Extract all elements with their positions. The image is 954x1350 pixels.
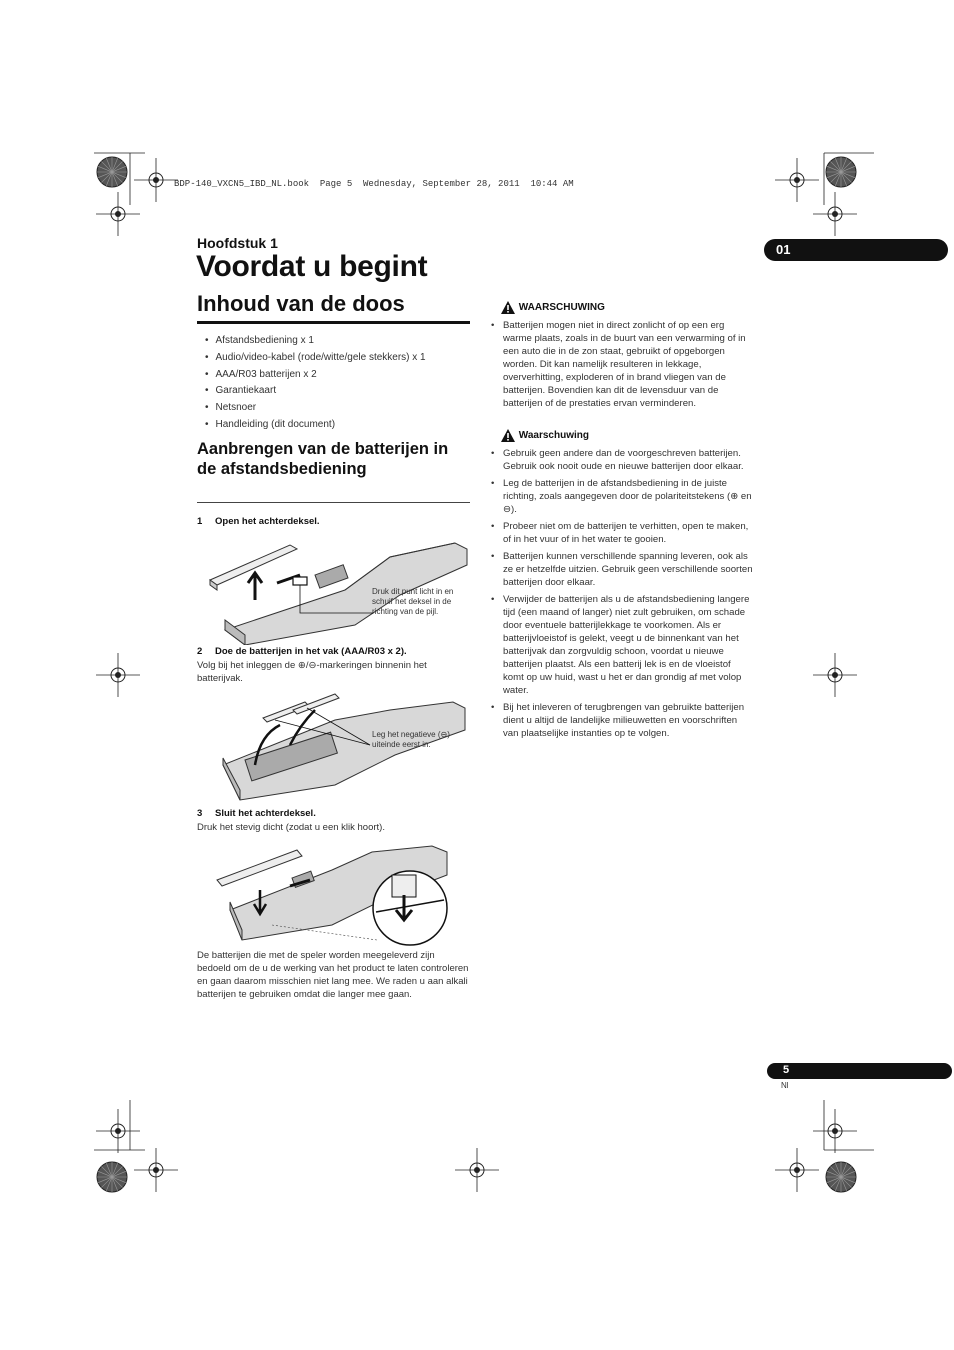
illustration-close-cover (212, 840, 472, 950)
list-item: • Verwijder de batterijen als u de afstandsbediening langere tijd (een maand of langer) niet zult gebruiken, om schade door eventuele batterijlekkage te voorkomen. Als er batterijvloeistof is gelekt, veegt u de binnenkant van het batterijvak dan zorgvuldig schoon, voordat u nieuwe batterijen plaatst. Als een batterij lek is en de vloeistof komt op uw huid, wast u het er dan grondig af met volop water. (491, 593, 753, 697)
list-item: • Afstandsbediening x 1 (205, 333, 426, 350)
list-item: • Netsnoer (205, 400, 426, 417)
step-number: 3 (197, 808, 203, 819)
step-text: Doe de batterijen in het vak (AAA/R03 x 2). (215, 646, 407, 657)
section-title-batteries: Aanbrengen van de batterijen in de afstandsbediening (197, 440, 449, 478)
step-number: 2 (197, 646, 203, 657)
chapter-tab-number: 01 (776, 242, 791, 257)
list-item: • AAA/R03 batterijen x 2 (205, 367, 426, 384)
list-item: • Bij het inleveren of terugbrengen van gebruikte batterijen dient u altijd de landelijke milieuwetten en voorschriften van plaatselijke instanties op te volgen. (491, 701, 753, 740)
warning-list-2 (491, 447, 753, 744)
chapter-title: Voordat u begint (196, 250, 428, 283)
step-2-body: Volg bij het inleggen de ⊕/⊖-markeringen binnenin het batterijvak. (197, 660, 427, 684)
page-number-tab (767, 1063, 952, 1079)
language-code: Nl (781, 1081, 789, 1090)
warning-title-2: Waarschuwing (518, 430, 589, 442)
step-number: 1 (197, 516, 203, 527)
warning-triangle-icon (500, 428, 516, 443)
page-number: 5 (783, 1064, 790, 1076)
step-1 (197, 516, 320, 527)
step-text: Open het achterdeksel. (215, 516, 320, 527)
list-item: • Audio/video-kabel (rode/witte/gele stekkers) x 1 (205, 350, 426, 367)
step-2 (197, 646, 407, 657)
list-item: • Garantiekaart (205, 383, 426, 400)
warning-triangle-icon (500, 300, 516, 315)
step-3 (197, 808, 316, 819)
warning-heading-2 (500, 428, 589, 443)
section-rule (197, 321, 470, 324)
step-text: Sluit het achterdeksel. (215, 808, 316, 819)
warning-list-1 (491, 319, 753, 414)
warning-title-1: WAARSCHUWING (518, 302, 605, 314)
list-item: • Probeer niet om de batterijen te verhitten, open te maken, of in het vuur of in het water te gooien. (491, 520, 753, 546)
step-3-body: Druk het stevig dicht (zodat u een klik hoort). (197, 822, 385, 833)
callout-open-cover: Druk dit punt licht in en schuif het deksel in de richting van de pijl. (372, 587, 454, 616)
contents-list (205, 333, 426, 434)
chapter-label: Hoofdstuk 1 (197, 235, 278, 251)
list-item: • Batterijen kunnen verschillende spanning leveren, ook als ze er hetzelfde uitzien. Gebruik geen verschillende soorten batterijen door elkaar. (491, 550, 753, 589)
closing-paragraph: De batterijen die met de speler worden meegeleverd zijn bedoeld om de u de werking van het product te laten controleren en gaan daarom misschien niet lang mee. We raden u aan alkali batterijen te gebruiken omdat die langer mee gaan. (197, 950, 469, 1000)
list-item: • Handleiding (dit document) (205, 417, 426, 434)
list-item: • Batterijen mogen niet in direct zonlicht of op een erg warme plaats, zoals in de buurt van een verwarming of in een auto die in de zon staat, gebruikt of opgeborgen worden. Dit kan namelijk resulteren in lekkage, oververhitting, exploderen of in brand vliegen van de batterijen. Bovendien kan dit de levensduur van de batterijen of de prestaties ervan verminderen. (491, 319, 753, 410)
file-header-line: BDP-140_VXCN5_IBD_NL.book Page 5 Wednesday, September 28, 2011 10:44 AM (174, 179, 574, 189)
subsection-rule (197, 502, 470, 503)
chapter-tab (764, 239, 948, 261)
callout-insert-batteries: Leg het negatieve (⊖) uiteinde eerst in. (372, 730, 450, 749)
list-item: • Leg de batterijen in de afstandsbediening in de juiste richting, zoals aangegeven door de polariteitstekens (⊕ en ⊖). (491, 477, 753, 516)
section-title-contents: Inhoud van de doos (197, 291, 405, 316)
list-item: • Gebruik geen andere dan de voorgeschreven batterijen. Gebruik ook nooit oude en nieuwe batterijen door elkaar. (491, 447, 753, 473)
warning-heading-1 (500, 300, 605, 315)
